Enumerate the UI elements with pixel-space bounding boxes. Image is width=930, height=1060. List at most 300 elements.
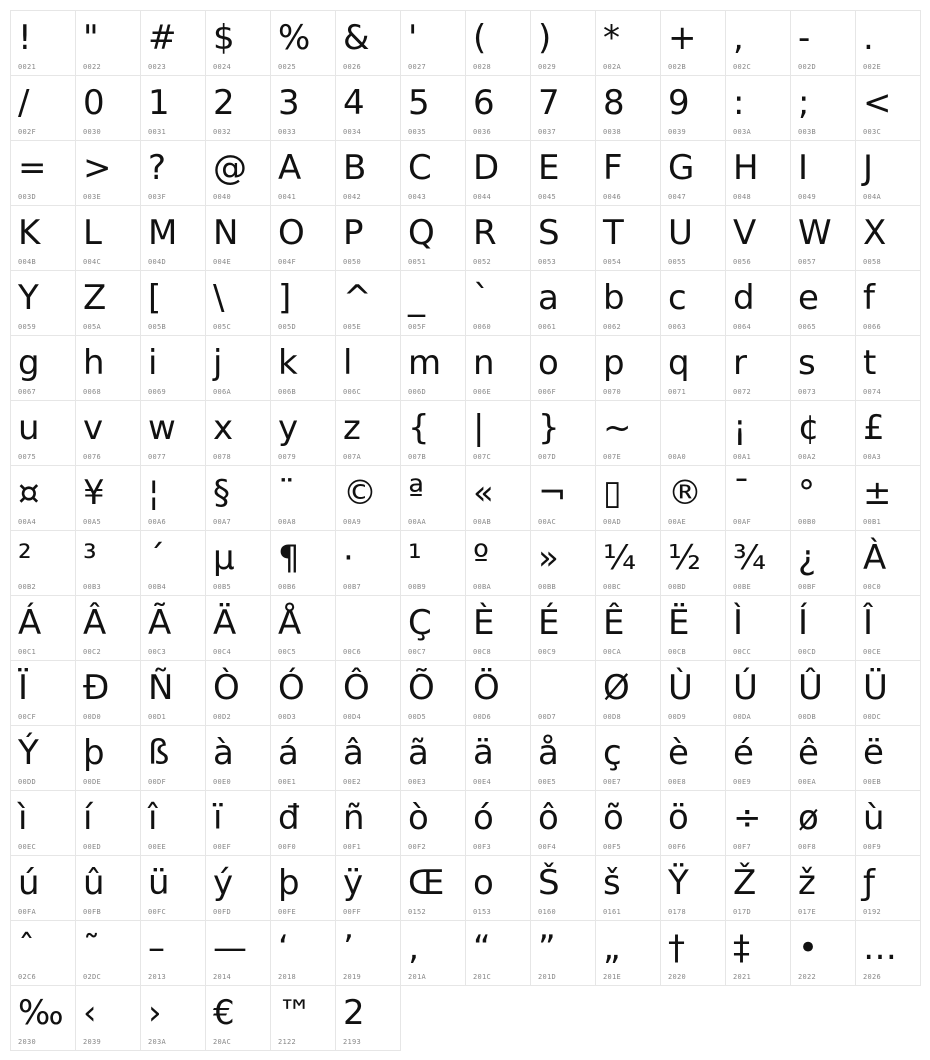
glyph-cell	[271, 921, 336, 986]
glyph-char: D	[473, 148, 500, 188]
glyph-code: 201C	[473, 973, 492, 981]
glyph-cell	[661, 11, 726, 76]
glyph-code: 0029	[538, 63, 557, 71]
glyph-char: Đ	[83, 668, 110, 708]
glyph-code: 005F	[408, 323, 427, 331]
glyph-cell	[141, 791, 206, 856]
glyph-code: 00C9	[538, 648, 557, 656]
glyph-code: 201E	[603, 973, 622, 981]
glyph-code: 0042	[343, 193, 362, 201]
glyph-char: /	[18, 83, 30, 123]
glyph-char: ü	[148, 863, 170, 903]
glyph-char: 9	[668, 83, 690, 123]
glyph-char: þ	[83, 733, 105, 773]
glyph-code: 0038	[603, 128, 622, 136]
glyph-cell	[726, 596, 791, 661]
glyph-cell	[271, 596, 336, 661]
glyph-cell	[596, 11, 661, 76]
glyph-char: …	[863, 928, 897, 968]
glyph-cell	[336, 141, 401, 206]
glyph-code: 0030	[83, 128, 102, 136]
glyph-char: å	[538, 733, 559, 773]
glyph-code: 0045	[538, 193, 557, 201]
glyph-char: Ë	[668, 603, 690, 643]
glyph-code: 00FF	[343, 908, 362, 916]
glyph-char: §	[213, 473, 230, 513]
glyph-char: Ì	[733, 603, 744, 643]
glyph-char: ê	[798, 733, 819, 773]
glyph-code: 007B	[408, 453, 427, 461]
glyph-code: 0021	[18, 63, 37, 71]
glyph-cell	[11, 466, 76, 531]
glyph-cell	[11, 531, 76, 596]
glyph-cell	[596, 791, 661, 856]
glyph-code: 00DC	[863, 713, 882, 721]
glyph-cell	[76, 531, 141, 596]
glyph-char: m	[408, 343, 442, 383]
glyph-char: "	[83, 18, 99, 58]
glyph-cell	[11, 271, 76, 336]
glyph-cell	[726, 141, 791, 206]
glyph-cell	[531, 531, 596, 596]
glyph-cell	[726, 466, 791, 531]
glyph-cell	[141, 596, 206, 661]
glyph-code: 00C4	[213, 648, 232, 656]
glyph-char: f	[863, 278, 875, 318]
glyph-cell	[466, 791, 531, 856]
glyph-cell	[401, 141, 466, 206]
glyph-code: 0063	[668, 323, 687, 331]
glyph-cell	[531, 596, 596, 661]
glyph-char: ¶	[278, 538, 300, 578]
glyph-cell	[11, 11, 76, 76]
glyph-char: ©	[343, 473, 377, 513]
glyph-code: 00B3	[83, 583, 102, 591]
glyph-cell	[856, 791, 921, 856]
glyph-code: 00F3	[473, 843, 492, 851]
glyph-code: 0062	[603, 323, 622, 331]
glyph-cell	[791, 791, 856, 856]
glyph-code: 0066	[863, 323, 882, 331]
glyph-cell	[791, 596, 856, 661]
glyph-code: 00EE	[148, 843, 167, 851]
glyph-char: )	[538, 18, 552, 58]
glyph-code: 0192	[863, 908, 882, 916]
glyph-cell	[336, 661, 401, 726]
glyph-char: e	[798, 278, 819, 318]
glyph-code: 0031	[148, 128, 167, 136]
glyph-code: 0039	[668, 128, 687, 136]
glyph-cell	[596, 141, 661, 206]
glyph-char: ”	[538, 928, 556, 968]
glyph-cell	[271, 791, 336, 856]
glyph-code: 2014	[213, 973, 232, 981]
glyph-cell	[661, 206, 726, 271]
glyph-char: X	[863, 213, 887, 253]
glyph-char: ’	[343, 928, 354, 968]
glyph-code: 0153	[473, 908, 492, 916]
glyph-cell	[856, 336, 921, 401]
glyph-char: 2	[343, 993, 365, 1033]
glyph-char: Ü	[863, 668, 888, 708]
glyph-code: 00CA	[603, 648, 622, 656]
glyph-cell	[206, 206, 271, 271]
glyph-char: C	[408, 148, 432, 188]
glyph-char: ±	[863, 473, 892, 513]
glyph-code: 00F0	[278, 843, 297, 851]
glyph-char: Ñ	[148, 668, 174, 708]
glyph-cell	[726, 271, 791, 336]
glyph-cell	[466, 856, 531, 921]
glyph-cell	[76, 791, 141, 856]
glyph-char: g	[18, 343, 40, 383]
glyph-code: 2018	[278, 973, 297, 981]
glyph-code: 00D3	[278, 713, 297, 721]
glyph-cell	[141, 141, 206, 206]
glyph-code: 00A3	[863, 453, 882, 461]
glyph-code: 00CD	[798, 648, 817, 656]
glyph-cell	[206, 661, 271, 726]
glyph-code: 00AB	[473, 518, 492, 526]
glyph-char: x	[213, 408, 234, 448]
glyph-char: ó	[473, 798, 494, 838]
glyph-code: 00C0	[863, 583, 882, 591]
glyph-code: 0160	[538, 908, 557, 916]
glyph-code: 003A	[733, 128, 752, 136]
glyph-char: È	[473, 603, 495, 643]
glyph-char: „	[603, 928, 621, 968]
glyph-code: 00F1	[343, 843, 362, 851]
glyph-cell	[596, 726, 661, 791]
glyph-char: Ý	[18, 733, 39, 773]
glyph-char: c	[668, 278, 687, 318]
glyph-char: u	[18, 408, 40, 448]
glyph-cell	[856, 856, 921, 921]
glyph-code: 00AC	[538, 518, 557, 526]
glyph-char: !	[18, 18, 32, 58]
glyph-char: ¥	[83, 473, 105, 513]
glyph-cell	[401, 206, 466, 271]
glyph-char: Â	[83, 603, 107, 643]
glyph-cell	[401, 401, 466, 466]
glyph-char: —	[213, 928, 247, 968]
glyph-char: V	[733, 213, 757, 253]
glyph-char: ¾	[733, 538, 766, 578]
glyph-char: û	[83, 863, 105, 903]
glyph-code: 00D6	[473, 713, 492, 721]
glyph-code: 00B5	[213, 583, 232, 591]
glyph-cell	[726, 856, 791, 921]
glyph-cell	[661, 336, 726, 401]
glyph-cell	[206, 11, 271, 76]
glyph-cell	[271, 271, 336, 336]
glyph-char: 4	[343, 83, 365, 123]
glyph-char: Õ	[408, 668, 435, 708]
glyph-code: 005E	[343, 323, 362, 331]
glyph-code: 00D9	[668, 713, 687, 721]
glyph-char: o	[473, 863, 494, 903]
glyph-char: -	[798, 18, 811, 58]
glyph-code: 00D8	[603, 713, 622, 721]
glyph-code: 00E0	[213, 778, 232, 786]
glyph-code: 0061	[538, 323, 557, 331]
glyph-cell	[206, 336, 271, 401]
glyph-cell	[401, 336, 466, 401]
glyph-cell	[336, 401, 401, 466]
glyph-code: 007C	[473, 453, 492, 461]
glyph-code: 0036	[473, 128, 492, 136]
glyph-cell	[76, 661, 141, 726]
glyph-char: ï	[213, 798, 223, 838]
glyph-char: þ	[278, 863, 300, 903]
glyph-char: ¡	[733, 408, 747, 448]
glyph-char: ¹	[408, 538, 422, 578]
glyph-cell	[856, 921, 921, 986]
glyph-code: 00C1	[18, 648, 37, 656]
glyph-code: 0043	[408, 193, 427, 201]
glyph-cell	[11, 921, 76, 986]
glyph-char: 0	[83, 83, 105, 123]
glyph-char: ³	[83, 538, 97, 578]
glyph-cell	[271, 661, 336, 726]
glyph-cell	[401, 661, 466, 726]
glyph-cell	[206, 596, 271, 661]
glyph-cell	[11, 76, 76, 141]
glyph-char: •	[798, 928, 819, 968]
glyph-char: >	[83, 148, 112, 188]
glyph-char: I	[798, 148, 809, 188]
glyph-code: 0049	[798, 193, 817, 201]
glyph-char: b	[603, 278, 625, 318]
glyph-char: M	[148, 213, 178, 253]
glyph-cell	[791, 531, 856, 596]
glyph-char: A	[278, 148, 302, 188]
glyph-cell	[11, 336, 76, 401]
glyph-code: 007E	[603, 453, 622, 461]
glyph-char: Ã	[148, 603, 172, 643]
glyph-code: 006E	[473, 388, 492, 396]
glyph-char: ç	[603, 733, 622, 773]
glyph-char: Œ	[408, 863, 445, 903]
glyph-char: è	[668, 733, 689, 773]
glyph-code: 00B9	[408, 583, 427, 591]
glyph-code: 0024	[213, 63, 232, 71]
glyph-cell	[271, 11, 336, 76]
glyph-char: j	[213, 343, 223, 383]
glyph-cell	[206, 466, 271, 531]
glyph-cell	[726, 76, 791, 141]
glyph-code: 0034	[343, 128, 362, 136]
glyph-cell	[206, 271, 271, 336]
glyph-code: 003D	[18, 193, 37, 201]
glyph-cell	[271, 401, 336, 466]
glyph-char: %	[278, 18, 311, 58]
glyph-cell	[531, 11, 596, 76]
glyph-cell	[661, 401, 726, 466]
glyph-cell	[11, 986, 76, 1051]
glyph-cell	[141, 11, 206, 76]
glyph-code: 00CC	[733, 648, 752, 656]
glyph-char: É	[538, 603, 560, 643]
glyph-char: Í	[798, 603, 809, 643]
glyph-char: ö	[668, 798, 689, 838]
glyph-char: Ê	[603, 603, 625, 643]
glyph-char: a	[538, 278, 559, 318]
glyph-code: 00E7	[603, 778, 622, 786]
glyph-char: <	[863, 83, 892, 123]
glyph-code: 0050	[343, 258, 362, 266]
glyph-char: J	[863, 148, 874, 188]
glyph-char: Q	[408, 213, 435, 253]
glyph-code: 0079	[278, 453, 297, 461]
glyph-code: 0074	[863, 388, 882, 396]
glyph-code: 00D2	[213, 713, 232, 721]
glyph-cell	[856, 141, 921, 206]
glyph-char: ª	[408, 473, 425, 513]
glyph-code: 00A0	[668, 453, 687, 461]
glyph-char: Ÿ	[668, 863, 689, 903]
glyph-code: 0054	[603, 258, 622, 266]
glyph-cell	[11, 661, 76, 726]
glyph-char: 3	[278, 83, 300, 123]
glyph-char: ú	[18, 863, 40, 903]
glyph-cell	[141, 401, 206, 466]
glyph-code: 0077	[148, 453, 167, 461]
glyph-char: –	[148, 928, 165, 968]
glyph-char: ▯	[603, 473, 622, 513]
glyph-char: ¢	[798, 408, 820, 448]
glyph-cell	[76, 921, 141, 986]
glyph-cell	[206, 531, 271, 596]
glyph-char: G	[668, 148, 695, 188]
glyph-code: 201A	[408, 973, 427, 981]
glyph-cell	[466, 336, 531, 401]
glyph-cell	[531, 661, 596, 726]
glyph-code: 00F9	[863, 843, 882, 851]
glyph-cell	[531, 466, 596, 531]
glyph-char: i	[148, 343, 158, 383]
glyph-code: 00A7	[213, 518, 232, 526]
glyph-char: é	[733, 733, 754, 773]
glyph-code: 00C6	[343, 648, 362, 656]
glyph-cell	[206, 401, 271, 466]
glyph-cell	[726, 661, 791, 726]
glyph-char: 7	[538, 83, 560, 123]
glyph-char: Ô	[343, 668, 370, 708]
glyph-code: 003C	[863, 128, 882, 136]
glyph-code: 00C3	[148, 648, 167, 656]
glyph-char: Å	[278, 603, 302, 643]
glyph-char: š	[603, 863, 621, 903]
glyph-cell	[271, 141, 336, 206]
glyph-char: o	[538, 343, 559, 383]
glyph-code: 005C	[213, 323, 232, 331]
glyph-char: Z	[83, 278, 107, 318]
glyph-cell	[661, 596, 726, 661]
glyph-code: 00A5	[83, 518, 102, 526]
glyph-code: 00E2	[343, 778, 362, 786]
glyph-code: 00F6	[668, 843, 687, 851]
glyph-code: 00A9	[343, 518, 362, 526]
glyph-char: “	[473, 928, 491, 968]
glyph-char: ¼	[603, 538, 636, 578]
glyph-code: 004D	[148, 258, 167, 266]
glyph-code: 00BB	[538, 583, 557, 591]
glyph-code: 005B	[148, 323, 167, 331]
glyph-char: Î	[863, 603, 874, 643]
glyph-code: 0033	[278, 128, 297, 136]
glyph-cell	[791, 141, 856, 206]
glyph-code: 00F8	[798, 843, 817, 851]
glyph-char: t	[863, 343, 877, 383]
glyph-cell	[76, 336, 141, 401]
glyph-cell	[336, 531, 401, 596]
glyph-code: 0068	[83, 388, 102, 396]
glyph-code: 00F4	[538, 843, 557, 851]
glyph-cell	[271, 336, 336, 401]
glyph-cell	[661, 856, 726, 921]
glyph-cell	[466, 206, 531, 271]
glyph-cell	[596, 336, 661, 401]
glyph-char: ¤	[18, 473, 40, 513]
glyph-code: 2039	[83, 1038, 102, 1046]
glyph-char: ½	[668, 538, 701, 578]
glyph-code: 00E9	[733, 778, 752, 786]
glyph-char: 2	[213, 83, 235, 123]
glyph-char: q	[668, 343, 690, 383]
glyph-char: ¿	[798, 538, 817, 578]
glyph-cell	[791, 206, 856, 271]
glyph-char: Ö	[473, 668, 500, 708]
glyph-cell	[531, 856, 596, 921]
glyph-cell	[466, 596, 531, 661]
glyph-cell	[401, 466, 466, 531]
glyph-cell	[336, 791, 401, 856]
glyph-cell	[141, 661, 206, 726]
glyph-char: Ž	[733, 863, 757, 903]
glyph-code: 00E8	[668, 778, 687, 786]
glyph-char: Á	[18, 603, 42, 643]
glyph-cell	[466, 401, 531, 466]
glyph-cell	[206, 141, 271, 206]
glyph-char: í	[83, 798, 93, 838]
glyph-code: 2193	[343, 1038, 362, 1046]
glyph-code: 00E4	[473, 778, 492, 786]
glyph-cell	[271, 986, 336, 1051]
glyph-cell	[206, 856, 271, 921]
glyph-cell	[791, 726, 856, 791]
glyph-code: 017D	[733, 908, 752, 916]
glyph-code: 0056	[733, 258, 752, 266]
glyph-char: ]	[278, 278, 292, 318]
glyph-code: 0178	[668, 908, 687, 916]
glyph-code: 0069	[148, 388, 167, 396]
glyph-char: T	[603, 213, 624, 253]
glyph-code: 0051	[408, 258, 427, 266]
glyph-char: ™	[278, 993, 312, 1033]
glyph-cell	[11, 206, 76, 271]
glyph-char: .	[863, 18, 874, 58]
glyph-code: 002A	[603, 63, 622, 71]
glyph-code: 00DA	[733, 713, 752, 721]
glyph-code: 002E	[863, 63, 882, 71]
glyph-cell	[141, 726, 206, 791]
glyph-cell	[466, 271, 531, 336]
glyph-cell	[466, 661, 531, 726]
glyph-char: ‰	[18, 993, 64, 1033]
glyph-code: 00BC	[603, 583, 622, 591]
glyph-char: Š	[538, 863, 560, 903]
